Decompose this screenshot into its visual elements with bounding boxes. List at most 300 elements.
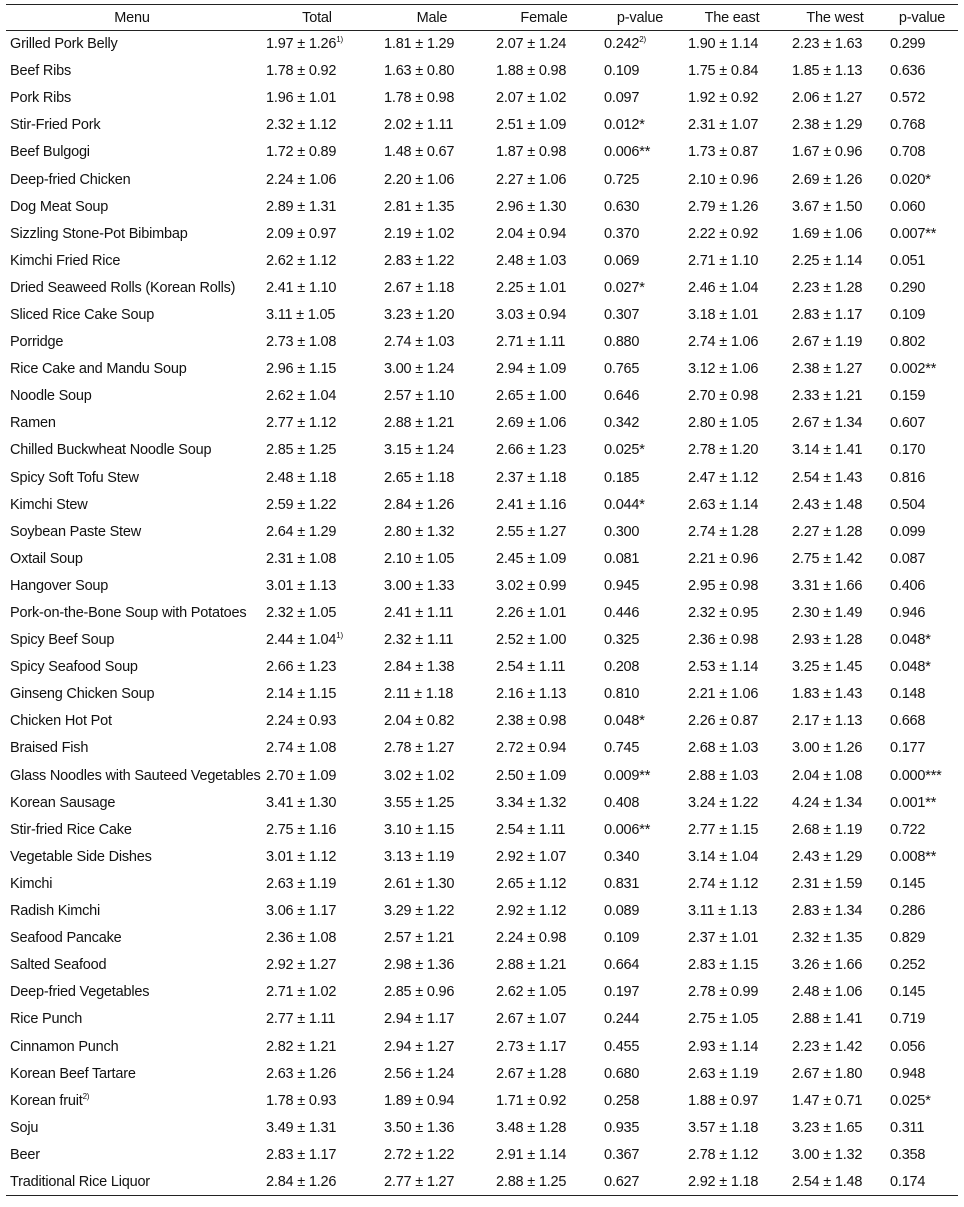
p-value-sex-cell-text: 0.680 bbox=[604, 1065, 640, 1082]
p-value-region-cell bbox=[886, 383, 958, 410]
east-cell bbox=[680, 816, 784, 843]
east-cell-text: 2.93 ± 1.14 bbox=[688, 1038, 759, 1055]
total-cell-text: 2.44 ± 1.04 bbox=[266, 632, 337, 649]
p-value-region-cell-text: 0.109 bbox=[890, 306, 926, 323]
male-cell-text: 2.04 ± 0.82 bbox=[384, 713, 455, 730]
west-cell-text: 2.93 ± 1.28 bbox=[792, 632, 863, 649]
menu-cell bbox=[6, 112, 258, 139]
menu-cell bbox=[6, 627, 258, 654]
p-value-region-cell bbox=[886, 572, 958, 599]
p-value-region-cell bbox=[886, 789, 958, 816]
p-value-region-cell bbox=[886, 816, 958, 843]
menu-cell-text: Chilled Buckwheat Noodle Soup bbox=[10, 442, 212, 459]
east-cell bbox=[680, 437, 784, 464]
total-cell-text: 2.62 ± 1.12 bbox=[266, 252, 337, 269]
total-cell-text: 2.66 ± 1.23 bbox=[266, 659, 337, 676]
menu-cell-text: Salted Seafood bbox=[10, 957, 107, 974]
east-cell bbox=[680, 870, 784, 897]
west-cell bbox=[784, 1168, 886, 1195]
p-value-sex-cell bbox=[600, 1168, 680, 1195]
p-value-sex-cell bbox=[600, 1087, 680, 1114]
p-value-sex-cell-text: 0.027* bbox=[604, 279, 645, 296]
total-cell-text: 2.59 ± 1.22 bbox=[266, 496, 337, 513]
west-cell-text: 2.83 ± 1.17 bbox=[792, 306, 863, 323]
male-cell bbox=[376, 491, 488, 518]
east-cell bbox=[680, 274, 784, 301]
female-cell-text: 2.55 ± 1.27 bbox=[496, 523, 567, 540]
female-cell-text: 2.73 ± 1.17 bbox=[496, 1038, 567, 1055]
male-cell-text: 2.78 ± 1.27 bbox=[384, 740, 455, 757]
p-value-sex-cell bbox=[600, 383, 680, 410]
header-p-value-sex: p-value bbox=[600, 5, 680, 31]
menu-cell-text: Kimchi bbox=[10, 875, 53, 892]
header-female: Female bbox=[488, 5, 600, 31]
female-cell bbox=[488, 1141, 600, 1168]
p-value-sex-cell bbox=[600, 708, 680, 735]
p-value-region-cell bbox=[886, 58, 958, 85]
female-cell-text: 2.04 ± 0.94 bbox=[496, 225, 567, 242]
male-cell-text: 2.85 ± 0.96 bbox=[384, 984, 455, 1001]
menu-cell bbox=[6, 1141, 258, 1168]
total-cell-text: 2.32 ± 1.12 bbox=[266, 117, 337, 134]
female-cell-text: 3.34 ± 1.32 bbox=[496, 794, 567, 811]
table-row bbox=[6, 31, 958, 58]
p-value-region-cell-text: 0.708 bbox=[890, 144, 926, 161]
male-cell bbox=[376, 329, 488, 356]
female-cell-text: 2.54 ± 1.11 bbox=[496, 821, 566, 838]
p-value-region-cell-text: 0.768 bbox=[890, 117, 926, 134]
menu-cell bbox=[6, 464, 258, 491]
east-cell-text: 2.32 ± 0.95 bbox=[688, 605, 759, 622]
p-value-region-cell bbox=[886, 870, 958, 897]
menu-cell bbox=[6, 383, 258, 410]
east-cell bbox=[680, 1087, 784, 1114]
male-cell bbox=[376, 437, 488, 464]
east-cell-text: 3.12 ± 1.06 bbox=[688, 361, 759, 378]
east-cell-text: 2.70 ± 0.98 bbox=[688, 388, 759, 405]
west-cell-text: 3.25 ± 1.45 bbox=[792, 659, 863, 676]
male-cell bbox=[376, 545, 488, 572]
total-cell-text: 2.32 ± 1.05 bbox=[266, 605, 337, 622]
header-total: Total bbox=[258, 5, 376, 31]
male-cell-text: 2.94 ± 1.17 bbox=[384, 1011, 455, 1028]
male-cell bbox=[376, 708, 488, 735]
male-cell-text: 2.57 ± 1.21 bbox=[384, 930, 455, 947]
west-cell bbox=[784, 870, 886, 897]
total-cell bbox=[258, 925, 376, 952]
east-cell bbox=[680, 329, 784, 356]
menu-cell-text: Chicken Hot Pot bbox=[10, 713, 112, 730]
total-cell-text: 2.63 ± 1.26 bbox=[266, 1065, 337, 1082]
p-value-sex-cell-text: 0.044* bbox=[604, 496, 645, 513]
west-cell-text: 2.67 ± 1.19 bbox=[792, 334, 863, 351]
male-cell bbox=[376, 31, 488, 58]
menu-cell-text: Soju bbox=[10, 1119, 39, 1136]
male-cell-text: 2.57 ± 1.10 bbox=[384, 388, 455, 405]
male-cell bbox=[376, 112, 488, 139]
west-cell-text: 2.68 ± 1.19 bbox=[792, 821, 863, 838]
menu-cell-text: Porridge bbox=[10, 334, 64, 351]
menu-cell bbox=[6, 681, 258, 708]
west-cell bbox=[784, 356, 886, 383]
p-value-region-cell bbox=[886, 1033, 958, 1060]
male-cell-text: 2.74 ± 1.03 bbox=[384, 334, 455, 351]
male-cell bbox=[376, 1168, 488, 1195]
p-value-region-cell-text: 0.286 bbox=[890, 903, 926, 920]
female-cell-text: 2.38 ± 0.98 bbox=[496, 713, 567, 730]
female-cell bbox=[488, 518, 600, 545]
p-value-sex-cell bbox=[600, 1006, 680, 1033]
total-cell bbox=[258, 898, 376, 925]
female-cell bbox=[488, 58, 600, 85]
east-cell-text: 2.74 ± 1.06 bbox=[688, 334, 759, 351]
male-cell bbox=[376, 1141, 488, 1168]
west-cell bbox=[784, 193, 886, 220]
menu-cell bbox=[6, 166, 258, 193]
west-cell bbox=[784, 139, 886, 166]
menu-cell-text: Stir-Fried Pork bbox=[10, 117, 101, 134]
total-cell-text: 2.77 ± 1.12 bbox=[266, 415, 337, 432]
female-cell-text: 2.69 ± 1.06 bbox=[496, 415, 567, 432]
p-value-region-cell bbox=[886, 545, 958, 572]
p-value-region-cell bbox=[886, 220, 958, 247]
menu-cell bbox=[6, 898, 258, 925]
male-cell-text: 3.02 ± 1.02 bbox=[384, 767, 455, 784]
p-value-region-cell bbox=[886, 301, 958, 328]
male-cell-text: 3.00 ± 1.24 bbox=[384, 361, 455, 378]
menu-cell bbox=[6, 816, 258, 843]
west-cell-text: 1.69 ± 1.06 bbox=[792, 225, 863, 242]
p-value-region-cell-text: 0.087 bbox=[890, 550, 926, 567]
male-cell bbox=[376, 572, 488, 599]
menu-cell bbox=[6, 654, 258, 681]
west-cell-text: 3.14 ± 1.41 bbox=[792, 442, 863, 459]
west-cell-text: 2.43 ± 1.48 bbox=[792, 496, 863, 513]
west-cell-text: 2.30 ± 1.49 bbox=[792, 605, 863, 622]
male-cell-text: 1.89 ± 0.94 bbox=[384, 1092, 455, 1109]
p-value-sex-cell-text: 0.408 bbox=[604, 794, 640, 811]
female-cell bbox=[488, 627, 600, 654]
p-value-sex-cell bbox=[600, 1060, 680, 1087]
east-cell-text: 2.37 ± 1.01 bbox=[688, 930, 759, 947]
menu-cell-text: Pork Ribs bbox=[10, 90, 72, 107]
east-cell-text: 3.24 ± 1.22 bbox=[688, 794, 759, 811]
p-value-region-cell bbox=[886, 735, 958, 762]
female-cell-text: 2.96 ± 1.30 bbox=[496, 198, 567, 215]
menu-cell-text: Beer bbox=[10, 1146, 40, 1163]
p-value-sex-cell-text: 0.627 bbox=[604, 1173, 640, 1190]
total-cell-text: 2.89 ± 1.31 bbox=[266, 198, 337, 215]
p-value-region-cell-text: 0.060 bbox=[890, 198, 926, 215]
p-value-region-cell-text: 0.504 bbox=[890, 496, 926, 513]
west-cell bbox=[784, 301, 886, 328]
west-cell-text: 2.67 ± 1.34 bbox=[792, 415, 863, 432]
west-cell-text: 3.00 ± 1.26 bbox=[792, 740, 863, 757]
male-cell-text: 3.50 ± 1.36 bbox=[384, 1119, 455, 1136]
west-cell bbox=[784, 843, 886, 870]
west-cell bbox=[784, 627, 886, 654]
footnote-marker: 1) bbox=[336, 631, 343, 641]
west-cell bbox=[784, 1141, 886, 1168]
p-value-region-cell bbox=[886, 681, 958, 708]
male-cell-text: 1.48 ± 0.67 bbox=[384, 144, 455, 161]
west-cell bbox=[784, 654, 886, 681]
west-cell bbox=[784, 545, 886, 572]
west-cell-text: 2.54 ± 1.48 bbox=[792, 1173, 863, 1190]
p-value-region-cell-text: 0.000*** bbox=[890, 767, 942, 784]
p-value-region-cell bbox=[886, 1006, 958, 1033]
p-value-region-cell-text: 0.636 bbox=[890, 63, 926, 80]
west-cell bbox=[784, 247, 886, 274]
table-row bbox=[6, 437, 958, 464]
menu-cell-text: Oxtail Soup bbox=[10, 550, 83, 567]
east-cell-text: 2.46 ± 1.04 bbox=[688, 279, 759, 296]
menu-cell bbox=[6, 274, 258, 301]
east-cell-text: 2.10 ± 0.96 bbox=[688, 171, 759, 188]
total-cell-text: 2.41 ± 1.10 bbox=[266, 279, 337, 296]
menu-cell bbox=[6, 85, 258, 112]
p-value-region-cell bbox=[886, 762, 958, 789]
p-value-sex-cell-text: 0.012* bbox=[604, 117, 645, 134]
male-cell bbox=[376, 247, 488, 274]
menu-cell bbox=[6, 247, 258, 274]
menu-cell bbox=[6, 410, 258, 437]
total-cell-text: 1.96 ± 1.01 bbox=[266, 90, 337, 107]
p-value-sex-cell-text: 0.765 bbox=[604, 361, 640, 378]
p-value-region-cell-text: 0.007** bbox=[890, 225, 937, 242]
west-cell-text: 2.23 ± 1.63 bbox=[792, 36, 863, 53]
table-row bbox=[6, 1141, 958, 1168]
male-cell bbox=[376, 139, 488, 166]
total-cell bbox=[258, 762, 376, 789]
total-cell-text: 2.73 ± 1.08 bbox=[266, 334, 337, 351]
east-cell bbox=[680, 85, 784, 112]
west-cell bbox=[784, 383, 886, 410]
female-cell-text: 2.92 ± 1.07 bbox=[496, 848, 567, 865]
total-cell-text: 3.11 ± 1.05 bbox=[266, 306, 336, 323]
total-cell-text: 1.78 ± 0.92 bbox=[266, 63, 337, 80]
table-row bbox=[6, 1033, 958, 1060]
table-row bbox=[6, 247, 958, 274]
p-value-region-cell bbox=[886, 85, 958, 112]
female-cell bbox=[488, 31, 600, 58]
east-cell-text: 2.77 ± 1.15 bbox=[688, 821, 759, 838]
total-cell bbox=[258, 274, 376, 301]
male-cell bbox=[376, 681, 488, 708]
table-row bbox=[6, 627, 958, 654]
p-value-sex-cell-text: 0.325 bbox=[604, 632, 640, 649]
male-cell bbox=[376, 220, 488, 247]
total-cell-text: 2.36 ± 1.08 bbox=[266, 930, 337, 947]
female-cell bbox=[488, 870, 600, 897]
total-cell bbox=[258, 627, 376, 654]
total-cell bbox=[258, 383, 376, 410]
female-cell-text: 2.52 ± 1.00 bbox=[496, 632, 567, 649]
total-cell bbox=[258, 681, 376, 708]
east-cell-text: 2.80 ± 1.05 bbox=[688, 415, 759, 432]
p-value-sex-cell bbox=[600, 31, 680, 58]
p-value-region-cell bbox=[886, 952, 958, 979]
menu-cell-text: Korean Beef Tartare bbox=[10, 1065, 136, 1082]
menu-cell bbox=[6, 735, 258, 762]
total-cell-text: 2.63 ± 1.19 bbox=[266, 875, 337, 892]
menu-cell bbox=[6, 599, 258, 626]
p-value-region-cell-text: 0.056 bbox=[890, 1038, 926, 1055]
menu-cell bbox=[6, 437, 258, 464]
p-value-sex-cell bbox=[600, 681, 680, 708]
total-cell-text: 3.06 ± 1.17 bbox=[266, 903, 337, 920]
female-cell-text: 2.88 ± 1.25 bbox=[496, 1173, 567, 1190]
female-cell bbox=[488, 979, 600, 1006]
female-cell bbox=[488, 329, 600, 356]
west-cell bbox=[784, 708, 886, 735]
header-menu: Menu bbox=[6, 5, 258, 31]
table-row bbox=[6, 1087, 958, 1114]
female-cell-text: 2.16 ± 1.13 bbox=[496, 686, 567, 703]
p-value-sex-cell-text: 0.630 bbox=[604, 198, 640, 215]
p-value-region-cell bbox=[886, 464, 958, 491]
west-cell bbox=[784, 925, 886, 952]
p-value-sex-cell-text: 0.455 bbox=[604, 1038, 640, 1055]
male-cell-text: 2.81 ± 1.35 bbox=[384, 198, 455, 215]
east-cell bbox=[680, 518, 784, 545]
male-cell bbox=[376, 410, 488, 437]
east-cell bbox=[680, 843, 784, 870]
table-row bbox=[6, 518, 958, 545]
p-value-region-cell-text: 0.048* bbox=[890, 659, 931, 676]
female-cell bbox=[488, 112, 600, 139]
header-row bbox=[6, 5, 958, 31]
female-cell bbox=[488, 735, 600, 762]
p-value-region-cell-text: 0.159 bbox=[890, 388, 926, 405]
female-cell bbox=[488, 1114, 600, 1141]
p-value-region-cell bbox=[886, 31, 958, 58]
p-value-region-cell bbox=[886, 1087, 958, 1114]
p-value-region-cell bbox=[886, 139, 958, 166]
menu-cell-text: Beef Ribs bbox=[10, 63, 72, 80]
p-value-region-cell bbox=[886, 410, 958, 437]
male-cell-text: 2.80 ± 1.32 bbox=[384, 523, 455, 540]
male-cell bbox=[376, 816, 488, 843]
male-cell bbox=[376, 627, 488, 654]
male-cell-text: 2.11 ± 1.18 bbox=[384, 686, 454, 703]
total-cell bbox=[258, 85, 376, 112]
female-cell bbox=[488, 1006, 600, 1033]
footnote-marker: 1) bbox=[336, 35, 343, 45]
p-value-sex-cell bbox=[600, 166, 680, 193]
p-value-sex-cell-text: 0.081 bbox=[604, 550, 640, 567]
p-value-sex-cell bbox=[600, 789, 680, 816]
female-cell-text: 3.02 ± 0.99 bbox=[496, 577, 567, 594]
p-value-sex-cell-text: 0.025* bbox=[604, 442, 645, 459]
p-value-sex-cell-text: 0.446 bbox=[604, 605, 640, 622]
east-cell bbox=[680, 410, 784, 437]
east-cell-text: 2.21 ± 1.06 bbox=[688, 686, 759, 703]
total-cell bbox=[258, 1033, 376, 1060]
p-value-region-cell-text: 0.946 bbox=[890, 605, 926, 622]
west-cell bbox=[784, 979, 886, 1006]
male-cell bbox=[376, 870, 488, 897]
total-cell bbox=[258, 843, 376, 870]
male-cell bbox=[376, 356, 488, 383]
p-value-region-cell bbox=[886, 518, 958, 545]
table-row bbox=[6, 681, 958, 708]
female-cell-text: 2.37 ± 1.18 bbox=[496, 469, 567, 486]
west-cell bbox=[784, 762, 886, 789]
p-value-region-cell-text: 0.299 bbox=[890, 36, 926, 53]
total-cell-text: 2.48 ± 1.18 bbox=[266, 469, 337, 486]
p-value-sex-cell-text: 0.664 bbox=[604, 957, 640, 974]
female-cell bbox=[488, 572, 600, 599]
menu-cell bbox=[6, 518, 258, 545]
west-cell bbox=[784, 518, 886, 545]
p-value-sex-cell bbox=[600, 1114, 680, 1141]
male-cell-text: 3.29 ± 1.22 bbox=[384, 903, 455, 920]
male-cell bbox=[376, 898, 488, 925]
menu-cell-text: Glass Noodles with Sauteed Vegetables bbox=[10, 767, 261, 784]
east-cell-text: 2.63 ± 1.19 bbox=[688, 1065, 759, 1082]
p-value-region-cell bbox=[886, 654, 958, 681]
west-cell bbox=[784, 1033, 886, 1060]
total-cell bbox=[258, 112, 376, 139]
p-value-sex-cell-text: 0.009** bbox=[604, 767, 651, 784]
menu-cell bbox=[6, 31, 258, 58]
menu-cell-text: Deep-fried Chicken bbox=[10, 171, 131, 188]
west-cell-text: 2.04 ± 1.08 bbox=[792, 767, 863, 784]
p-value-sex-cell bbox=[600, 437, 680, 464]
p-value-region-cell bbox=[886, 166, 958, 193]
female-cell bbox=[488, 220, 600, 247]
table-row bbox=[6, 599, 958, 626]
total-cell-text: 2.14 ± 1.15 bbox=[266, 686, 337, 703]
total-cell bbox=[258, 654, 376, 681]
male-cell bbox=[376, 843, 488, 870]
female-cell bbox=[488, 545, 600, 572]
east-cell bbox=[680, 654, 784, 681]
east-cell-text: 1.92 ± 0.92 bbox=[688, 90, 759, 107]
west-cell bbox=[784, 1087, 886, 1114]
preference-table bbox=[6, 4, 958, 1196]
total-cell bbox=[258, 1114, 376, 1141]
menu-cell-text: Deep-fried Vegetables bbox=[10, 984, 150, 1001]
male-cell bbox=[376, 1114, 488, 1141]
p-value-sex-cell-text: 0.109 bbox=[604, 63, 640, 80]
p-value-sex-cell-text: 0.945 bbox=[604, 577, 640, 594]
menu-cell bbox=[6, 545, 258, 572]
male-cell bbox=[376, 925, 488, 952]
total-cell bbox=[258, 58, 376, 85]
total-cell-text: 3.49 ± 1.31 bbox=[266, 1119, 337, 1136]
east-cell-text: 2.21 ± 0.96 bbox=[688, 550, 759, 567]
east-cell bbox=[680, 464, 784, 491]
male-cell-text: 3.55 ± 1.25 bbox=[384, 794, 455, 811]
east-cell-text: 2.74 ± 1.12 bbox=[688, 875, 759, 892]
p-value-sex-cell bbox=[600, 220, 680, 247]
p-value-sex-cell-text: 0.810 bbox=[604, 686, 640, 703]
west-cell bbox=[784, 58, 886, 85]
menu-cell-text: Grilled Pork Belly bbox=[10, 36, 118, 53]
table-row bbox=[6, 301, 958, 328]
west-cell bbox=[784, 166, 886, 193]
male-cell-text: 3.00 ± 1.33 bbox=[384, 577, 455, 594]
total-cell bbox=[258, 952, 376, 979]
p-value-region-cell bbox=[886, 1141, 958, 1168]
east-cell bbox=[680, 247, 784, 274]
p-value-region-cell-text: 0.177 bbox=[890, 740, 926, 757]
east-cell bbox=[680, 139, 784, 166]
table-row bbox=[6, 356, 958, 383]
total-cell bbox=[258, 139, 376, 166]
